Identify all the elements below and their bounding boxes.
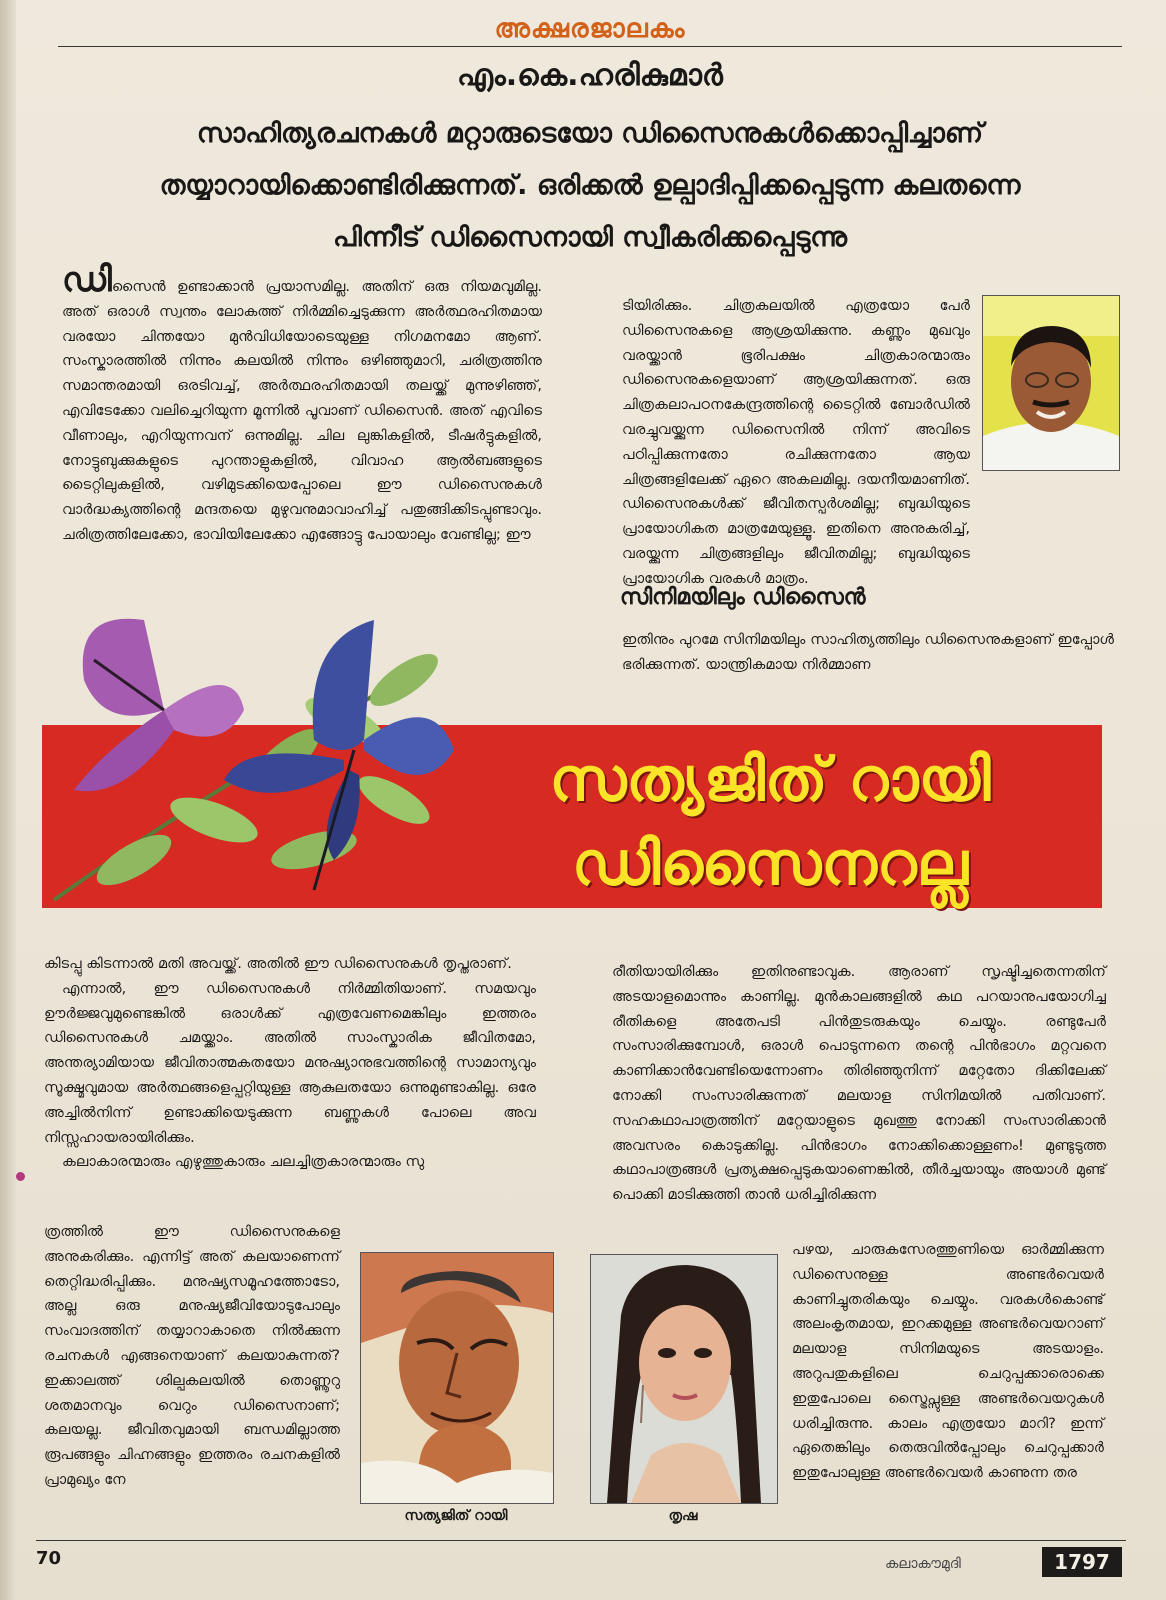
body-text: കലാകാരന്മാരും എഴുത്തുകാരും ചലച്ചിത്രകാരന്മാരും സു <box>62 1153 425 1171</box>
bullet-mark <box>16 1172 25 1181</box>
body-text: ത്രത്തിൽ ഈ ഡിസൈനുകളെ അനുകരിക്കും. എന്നിട്ട് അത് കലയാണെന്ന് തെറ്റിദ്ധരിപ്പിക്കും. മനുഷ്യസമൂഹത്തോടോ, അല്ല ഒരു മനുഷ്യജീവിയോടുപോലും സംവാദത്തിന് തയ്യാറാകാതെ നിൽക്കുന്ന രചനകൾ എങ്ങനെയാണ് കലയാകുന്നത്? ഇക്കാലത്ത് ശില്പകലയിൽ തൊണ്ണൂറു ശതമാനവും വെറും ഡിസൈനാണ്; കലയല്ല. ജീവിതവുമായി ബന്ധമില്ലാത്ത രൂപങ്ങളും ചിഹ്നങ്ങളും ഇത്തരം രചനകളിൽ പ്രാമുഖ്യം നേ <box>44 1223 340 1488</box>
satyajit-ray-painting-image <box>361 1253 553 1503</box>
deck-text <box>90 108 1090 264</box>
banner-line: സത്യജിത് റായി <box>549 745 991 815</box>
lower-right-column-bottom <box>792 1238 1104 1486</box>
lower-left-column-bottom <box>44 1220 340 1493</box>
author-name: എം.കെ.ഹരികുമാർ <box>457 58 723 93</box>
section-subhead: സിനിമയിലും ഡിസൈൻ <box>620 585 866 610</box>
butterfly-illustration <box>14 600 484 910</box>
issue-number-badge: 1797 <box>1042 1547 1122 1577</box>
author-photo <box>982 295 1120 471</box>
lower-left-column-top <box>44 952 536 1175</box>
body-text: സൈൻ ഉണ്ടാക്കാൻ പ്രയാസമില്ല. അതിന് ഒരു നിയമവുമില്ല. അത് ഒരാൾ സ്വന്തം ലോകത്ത് നിർമ്മിച്ചെടുക്കുന്ന അർത്ഥരഹിതമായ വരയോ ചിന്തയോ മുൻവിധിയോടെയുള്ള നിഗമനമോ ആണ്. സംസ്കാരത്തിൽ നിന്നും കലയിൽ നിന്നും ഒഴിഞ്ഞുമാറി, ചരിത്രത്തിനു സമാന്തരമായി ഒരടിവച്ച്, അർത്ഥരഹിതമായി തലയ്ക്ക് മുന്നുഴിഞ്ഞ്, എവിടേക്കോ വലിച്ചെറിയുന്ന മൂന്നിൽ പൂവാണ് ഡിസൈൻ. അത് എവിടെ വീണാലും, എറിയുന്നവന് ഒന്നുമില്ല. ചില ലുങ്കികളിൽ, ടീഷർട്ടുകളിൽ, നോട്ടുബുക്കുകളുടെ പുറന്താളുകളിൽ, വിവാഹ ആൽബങ്ങളുടെ ടൈറ്റിലുകളിൽ, വഴിമുടക്കിയെപ്പോലെ ഈ ഡിസൈനുകൾ വാർദ്ധക്യത്തിന്റെ മന്ദതയെ മുഴുവനുമാവാഹിച്ച് പതുങ്ങിക്കിടപ്പുണ്ടാവും. ചരിത്രത്തിലേക്കോ, ഭാവിയിലേക്കോ എങ്ങോട്ടു പോയാലും വേണ്ടില്ല; ഈ <box>62 278 542 543</box>
drop-cap: ഡി <box>62 260 112 300</box>
trisha-photo <box>590 1254 778 1504</box>
trisha-portrait-image <box>591 1255 777 1503</box>
photo-caption-trisha: തൃഷ <box>668 1508 698 1524</box>
photo-caption-ray: സത്യജിത് റായി <box>404 1508 508 1524</box>
body-text: ടിയിരിക്കും. ചിത്രകലയിൽ എത്രയോ പേർ ഡിസൈനുകളെ ആശ്രയിക്കുന്നു. കണ്ണും മുഖവും വരയ്ക്കാൻ ഭൂരിപക്ഷം ചിത്രകാരന്മാരും ഡിസൈനുകളെയാണ് ആശ്രയിക്കുന്നത്. ഒരു ചിത്രകലാപഠനകേന്ദ്രത്തിന്റെ ടൈറ്റിൽ ബോർഡിൽ വരച്ചുവയ്ക്കുന്ന ഡിസൈനിൽ നിന്ന് അവിടെ പഠിപ്പിക്കുന്നതോ രചിക്കുന്നതോ ആയ ചിത്രങ്ങളിലേക്ക് ഏറെ അകലമില്ല. ദയനീയമാണിത്. ഡിസൈനുകൾക്ക് ജീവിതസ്പർശമില്ല; ബുദ്ധിയുടെ പ്രായോഗികത മാത്രമേയുള്ളൂ. ഇതിനെ അനുകരിച്ച്, വരയ്ക്കുന്ന ചിത്രങ്ങളിലും ജീവിതമില്ല; ബുദ്ധിയുടെ പ്രായോഗിക വരകൾ മാത്രം. <box>622 297 970 587</box>
deck-line: സാഹിത്യരചനകൾ മറ്റാരുടെയോ ഡിസൈനുകൾക്കൊപ്പിച്ചാണ് <box>196 118 984 149</box>
upper-left-column <box>62 260 542 548</box>
body-text: എന്നാൽ, ഈ ഡിസൈനുകൾ നിർമ്മിതിയാണ്. സമയവും ഊർജ്ജവുമുണ്ടെങ്കിൽ ഒരാൾക്ക് എത്രവേണമെങ്കിലും ഇത്തരം ഡിസൈനുകൾ ചമയ്ക്കാം. അതിൽ സാംസ്കാരിക ജീവിതമോ, അന്തര്യാമിയായ ജീവിതാത്മകതയോ മനുഷ്യാനുഭവത്തിന്റെ സാമാന്യവും സൂക്ഷ്മവുമായ അർത്ഥങ്ങളെപ്പറ്റിയുള്ള ആകുലതയോ ഒന്നുമുണ്ടാകില്ല. ഒരേ അച്ചിൽനിന്ന് ഉണ്ടാക്കിയെടുക്കുന്ന ബണ്ണുകൾ പോലെ അവ നിസ്സഹായരായിരിക്കും. <box>44 979 536 1146</box>
satyajit-ray-photo <box>360 1252 554 1504</box>
author-portrait-image <box>983 296 1119 470</box>
body-text: കിടപ്പു കിടന്നാൽ മതി അവയ്ക്ക്. അതിൽ ഈ ഡിസൈനുകൾ തൃപ്തരാണ്. <box>44 955 512 972</box>
lower-right-column-top <box>612 960 1106 1208</box>
banner-headline <box>490 738 1050 906</box>
upper-right-column-top <box>622 294 970 592</box>
body-text: പഴയ, ചാരുകസേരത്തുണിയെ ഓർമ്മിക്കുന്ന ഡിസൈനുള്ള അണ്ടർവെയർ കാണിച്ചുതരികയും ചെയ്യും. വരകൾകൊണ്ട് അലംകൃതമായ, ഇറക്കമുള്ള അണ്ടർവെയറാണ് മലയാള സിനിമയുടെ അടയാളം. അറുപതുകളിലെ ചെറുപ്പക്കാരൊക്കെ ഇതുപോലെ സ്ട്രൈപ്സുള്ള അണ്ടർവെയറുകൾ ധരിച്ചിരുന്നു. കാലം എത്രയോ മാറി? ഇന്ന് ഏതെങ്കിലും തെരുവിൽപ്പോലും ചെറുപ്പക്കാർ ഇതുപോലുള്ള അണ്ടർവെയർ കാണുന്ന തര <box>792 1241 1104 1482</box>
column-title: അക്ഷരജാലകം <box>494 14 686 44</box>
header-rule <box>58 46 1122 47</box>
deck-line: തയ്യാറായിക്കൊണ്ടിരിക്കുന്നത്. ഒരിക്കൽ ഉല്പാദിപ്പിക്കപ്പെടുന്ന കലതന്നെ <box>159 170 1021 201</box>
body-text: ഇതിനും പുറമേ സിനിമയിലും സാഹിത്യത്തിലും ഡിസൈനുകളാണ് ഇപ്പോൾ ഭരിക്കുന്നത്. യാന്ത്രികമായ നിർമ്മാണ <box>622 631 1114 673</box>
page-number: 70 <box>36 1548 62 1569</box>
footer-rule <box>36 1540 1126 1541</box>
upper-right-column-bottom <box>622 628 1114 678</box>
deck-line: പിന്നീട് ഡിസൈനായി സ്വീകരിക്കപ്പെടുന്നു <box>332 222 848 253</box>
magazine-name: കലാകൗമുദി <box>885 1556 961 1572</box>
banner-line: ഡിസൈനറല്ല <box>572 829 968 899</box>
body-text: രീതിയായിരിക്കും ഇതിനുണ്ടാവുക. ആരാണ് സൃഷ്ടിച്ചതെന്നതിന് അടയാളമൊന്നും കാണില്ല. മുൻകാലങ്ങളിൽ കഥ പറയാനുപയോഗിച്ച രീതികളെ അതേപടി പിൻതുടരുകയും ചെയ്യും. രണ്ടുപേർ സംസാരിക്കുമ്പോൾ, ഒരാൾ പൊടുന്നനെ തന്റെ പിൻഭാഗം മറ്റവനെ കാണിക്കാൻവേണ്ടിയെന്നോണം തിരിഞ്ഞുനിന്ന് മറ്റേതോ ദിക്കിലേക്ക് നോക്കി സംസാരിക്കുന്നത് മലയാള സിനിമയിൽ പതിവാണ്. സഹകഥാപാത്രത്തിന് മറ്റേയാളുടെ മുഖത്തു നോക്കി സംസാരിക്കാൻ അവസരം കൊടുക്കില്ല. പിൻഭാഗം നോക്കിക്കൊള്ളണം! മുണ്ടുടുത്ത കഥാപാത്രങ്ങൾ പ്രത്യക്ഷപ്പെടുകയാണെങ്കിൽ, തീർച്ചയായും അയാൾ മുണ്ട് പൊക്കി മാടിക്കുത്തി താൻ ധരിച്ചിരിക്കുന്ന <box>612 963 1106 1204</box>
